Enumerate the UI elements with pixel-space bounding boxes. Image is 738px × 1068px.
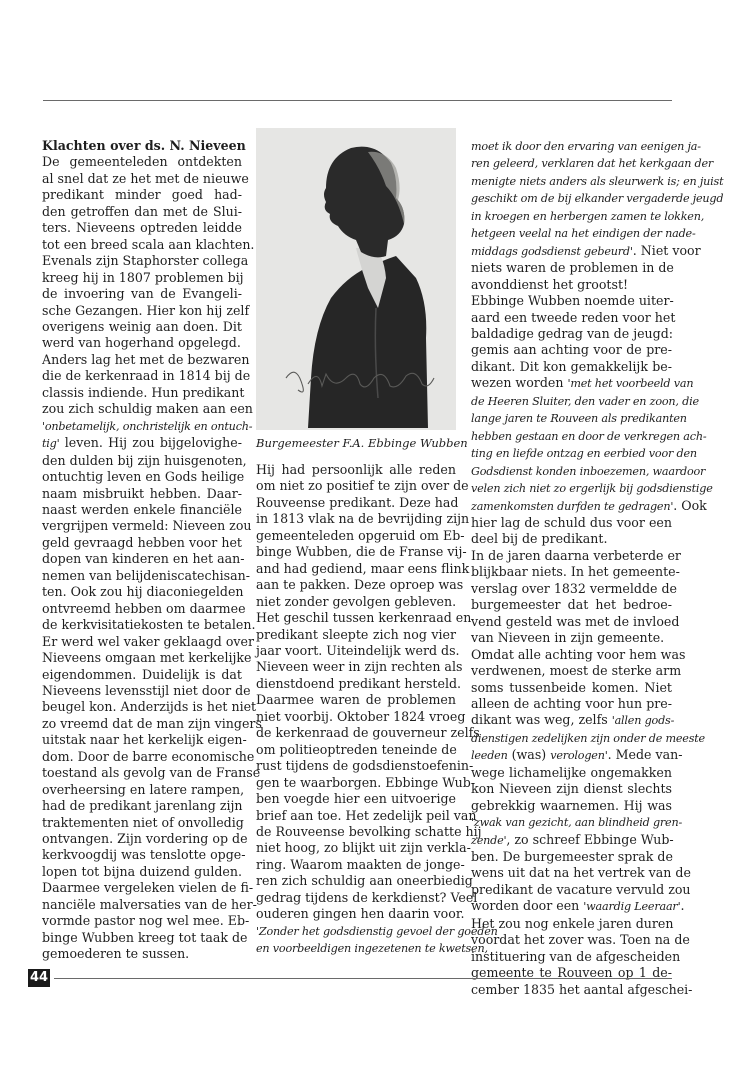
text-line: hetgeen veelal na het eindigen der nade- <box>471 227 696 241</box>
portrait-caption: Burgemeester F.A. Ebbinge Wubben <box>256 436 468 450</box>
text-line: dikant. Dit kon gemakkelijk be- <box>471 358 672 374</box>
text-line: gemoederen te sussen. <box>42 946 190 962</box>
text-line: in kroegen en herbergen zamen te lokken, <box>471 209 705 223</box>
text-line: 'onbetamelijk, onchristelijk en ontuch- <box>42 419 253 433</box>
text-line: Hij had persoonlijk alle reden <box>256 462 456 477</box>
bottom-rule <box>54 978 672 979</box>
text-line: gemis aan achting voor de pre- <box>471 342 672 358</box>
text-line: lopen tot bijna duizend gulden. <box>42 863 242 879</box>
text-line: 'zwak van gezicht, aan blindheid gren- <box>471 816 683 830</box>
portrait-silhouette <box>256 128 456 430</box>
text-line: eigendommen. Duidelijk is dat <box>42 666 242 682</box>
text-line: werd van hogerhand opgelegd. <box>42 335 241 351</box>
text-line: ters. Nieveens optreden leidde <box>42 220 242 236</box>
text-line: den getroffen dan met de Slui- <box>42 203 242 219</box>
text-line: jaar voort. Uiteindelijk werd ds. <box>256 642 460 658</box>
text-line: ontvangen. Zijn vordering op de <box>42 831 248 847</box>
text-line: dopen van kinderen en het aan- <box>42 551 245 567</box>
text-line: wezen worden 'met het voorbeeld van <box>471 375 694 391</box>
top-rule <box>43 100 672 101</box>
text-line: sche Gezangen. Hier kon hij zelf <box>42 302 250 318</box>
text-line: naam misbruikt hebben. Daar- <box>42 485 242 501</box>
text-line: De gemeenteleden ontdekten <box>42 154 242 170</box>
text-line: den dulden bij zijn huisgenoten, <box>42 452 247 468</box>
text-line: ren geleerd, verklaren dat het kerkgaan der <box>471 157 714 171</box>
text-line: kreeg hij in 1807 problemen bij <box>42 269 244 285</box>
text-line: soms tussenbeide komen. Niet <box>471 679 672 695</box>
text-line: leeden (was) verologen'. Mede van- <box>471 747 683 763</box>
text-line: predikant de vacature vervuld zou <box>471 881 691 897</box>
text-line: alleen de achting voor hun pre- <box>471 695 672 711</box>
text-line: niet voorbij. Oktober 1824 vroeg <box>256 708 466 724</box>
text-line: zende', zo schreef Ebbinge Wub- <box>471 831 674 847</box>
text-line: vergrijpen vermeld: Nieveen zou <box>42 518 252 534</box>
text-line: zamenkomsten durfden te gedragen'. Ook <box>471 497 707 513</box>
text-line: aan te pakken. Deze oproep was <box>256 577 464 593</box>
text-line: niet zonder gevolgen gebleven. <box>256 593 457 609</box>
text-line: In de jaren daarna verbeterde er <box>471 547 681 563</box>
page-number: 44 <box>29 970 49 985</box>
text-line: geschikt om de bij elkander vergaderde jeugd <box>471 192 724 206</box>
text-line: Het geschil tussen kerkenraad en <box>256 610 472 626</box>
column-1-text <box>42 154 262 962</box>
text-line: om politieoptreden teneinde de <box>256 741 457 757</box>
text-line: Anders lag het met de bezwaren <box>42 351 250 367</box>
text-line: avonddienst het grootst! <box>471 276 629 292</box>
text-line: de invoering van de Evangeli- <box>42 286 242 302</box>
text-line: niet hoog, zo blijkt uit zijn verkla- <box>256 840 471 856</box>
text-line: worden door een 'waardig Leeraar'. <box>471 898 685 914</box>
text-line: kon Nieveen zijn dienst slechts <box>471 781 672 797</box>
text-line: Nieveen weer in zijn rechten als <box>256 659 463 675</box>
text-line: menigte niets anders als sleurwerk is; en juist <box>471 174 724 188</box>
text-line: zou zich schuldig maken aan een <box>42 401 253 417</box>
text-line: Evenals zijn Staphorster collega <box>42 253 249 269</box>
text-line: uitstak naar het kerkelijk eigen- <box>42 732 247 748</box>
text-line: Het zou nog enkele jaren duren <box>471 915 674 931</box>
column-1 <box>42 138 262 963</box>
text-line: gemeenteleden opgeruid om Eb- <box>256 527 465 543</box>
text-line: classis indiende. Hun predikant <box>42 384 245 400</box>
text-line: geld gevraagd hebben voor het <box>42 534 242 550</box>
text-line: cember 1835 het aantal afgeschei- <box>471 981 693 997</box>
text-line: blijkbaar niets. In het gemeente- <box>471 564 680 580</box>
text-line: aard een tweede reden voor het <box>471 309 676 325</box>
text-line: kerkvoogdij was tenslotte opge- <box>42 847 246 863</box>
text-line: Daarmee waren de problemen <box>256 692 456 708</box>
text-line: binge Wubben, die de Franse vij- <box>256 544 467 560</box>
text-line: overigens weinig aan doen. Dit <box>42 318 242 334</box>
text-line: dom. Door de barre economische <box>42 748 255 764</box>
text-line: hier lag de schuld dus voor een <box>471 514 672 530</box>
text-line: ren zich schuldig aan oneerbiedig <box>256 873 473 889</box>
text-line: ouderen gingen hen daarin voor. <box>256 906 465 922</box>
text-line: Er werd wel vaker geklaagd over <box>42 633 255 649</box>
text-line: al snel dat ze het met de nieuwe <box>42 170 249 186</box>
text-line: dienstigen zedelijken zijn onder de meeste <box>471 731 705 745</box>
text-line: de kerkvisitatiekosten te betalen. <box>42 617 256 633</box>
silhouette-image <box>256 128 456 430</box>
text-line: toestand als gevolg van de Franse <box>42 765 261 781</box>
text-line: instituering van de afgescheiden <box>471 948 681 964</box>
column-2 <box>256 462 498 958</box>
text-line: traktementen niet of onvolledig <box>42 814 244 830</box>
text-line: hebben gestaan en door de verkregen ach- <box>471 429 707 443</box>
text-line: ontvreemd hebben om daarmee <box>42 600 246 616</box>
text-line: had de predikant jarenlang zijn <box>42 798 243 814</box>
text-line: gedrag tijdens de kerkdienst? Veel <box>256 889 478 905</box>
text-line: Daarmee vergeleken vielen de fi- <box>42 880 254 896</box>
text-line: de kerkenraad de gouverneur zelfs <box>256 725 480 741</box>
text-line: dikant was weg, zelfs 'allen gods- <box>471 712 675 728</box>
column-3 <box>471 138 724 998</box>
text-line: Godsdienst konden inboezemen, waardoor <box>471 464 706 478</box>
text-line: middags godsdienst gebeurd'. Niet voor <box>471 242 701 258</box>
text-line: de Rouveense bevolking schatte hij <box>256 823 482 839</box>
text-line: predikant minder goed had- <box>42 187 242 203</box>
text-line: lange jaren te Rouveen als predikanten <box>471 412 687 426</box>
text-line: baldadige gedrag van de jeugd: <box>471 325 674 341</box>
text-line: gebrekkig waarnemen. Hij was <box>471 797 672 813</box>
text-line: tot een breed scala aan klachten. <box>42 236 255 252</box>
text-line: moet ik door den ervaring van eenigen ja- <box>471 140 701 153</box>
text-line: vormde pastor nog wel mee. Eb- <box>42 913 250 929</box>
text-line: zo vreemd dat de man zijn vingers <box>42 715 262 731</box>
text-line: niets waren de problemen in de <box>471 260 674 276</box>
text-line: ten. Ook zou hij diaconiegelden <box>42 584 244 600</box>
text-line: predikant sleepte zich nog vier <box>256 626 456 642</box>
text-line: en voorbeeldigen ingezetenen te kwetsen, <box>256 942 488 956</box>
text-line: nemen van belijdeniscatechisan- <box>42 567 251 583</box>
text-line: nanciële malversaties van de her- <box>42 896 257 912</box>
text-line: burgemeester dat het bedroe- <box>471 597 672 613</box>
text-line: ring. Waarom maakten de jonge- <box>256 856 465 872</box>
text-line: naast werden enkele financiële <box>42 501 242 517</box>
text-line: Nieveens omgaan met kerkelijke <box>42 650 252 666</box>
text-line: ben. De burgemeester sprak de <box>471 849 673 865</box>
text-line: dienstdoend predikant hersteld. <box>256 675 462 691</box>
text-line: in 1813 vlak na de bevrijding zijn <box>256 511 470 527</box>
text-line: wege lichamelijke ongemakken <box>471 764 672 780</box>
text-line: ting en liefde ontzag en eerbied voor den <box>471 447 697 461</box>
text-line: van Nieveen in zijn gemeente. <box>471 630 665 646</box>
text-line: binge Wubben kreeg tot taak de <box>42 929 248 945</box>
text-line: beugel kon. Anderzijds is het niet <box>42 699 257 715</box>
text-line: rust tijdens de godsdienstoefenin- <box>256 758 474 774</box>
text-line: gemeente te Rouveen op 1 de- <box>471 965 672 981</box>
text-line: die de kerkenraad in 1814 bij de <box>42 368 251 384</box>
text-line: overheersing en latere rampen, <box>42 781 245 797</box>
text-line: and had gediend, maar eens flink <box>256 560 470 576</box>
text-line: de Heeren Sluiter, den vader en zoon, die <box>471 394 699 408</box>
text-line: brief aan toe. Het zedelijk peil van <box>256 807 477 823</box>
text-line: Nieveens levensstijl niet door de <box>42 682 251 698</box>
text-line: velen zich niet zo ergerlijk bij godsdienstige <box>471 482 713 496</box>
text-line: 'Zonder het godsdienstig gevoel der goeden <box>256 924 498 938</box>
section-heading: Klachten over ds. N. Nieveen <box>42 138 246 153</box>
text-line: voordat het zover was. Toen na de <box>471 932 690 948</box>
text-line: Rouveense predikant. Deze had <box>256 494 459 510</box>
text-line: ontuchtig leven en Gods heilige <box>42 469 245 485</box>
text-line: Ebbinge Wubben noemde uiter- <box>471 293 674 309</box>
text-line: deel bij de predikant. <box>471 531 608 547</box>
text-line: wens uit dat na het vertrek van de <box>471 865 691 881</box>
text-line: tig' leven. Hij zou bijgelovighe- <box>42 435 242 451</box>
text-line: verslag over 1832 vermeldde de <box>471 580 677 596</box>
text-line: ben voegde hier een uitvoerige <box>256 791 456 807</box>
text-line: om niet zo positief te zijn over de <box>256 478 469 494</box>
text-line: Omdat alle achting voor hem was <box>471 646 686 662</box>
text-line: vend gesteld was met de invloed <box>471 613 680 629</box>
text-line: verdwenen, moest de sterke arm <box>471 663 682 679</box>
text-line: gen te waarborgen. Ebbinge Wub- <box>256 774 476 790</box>
